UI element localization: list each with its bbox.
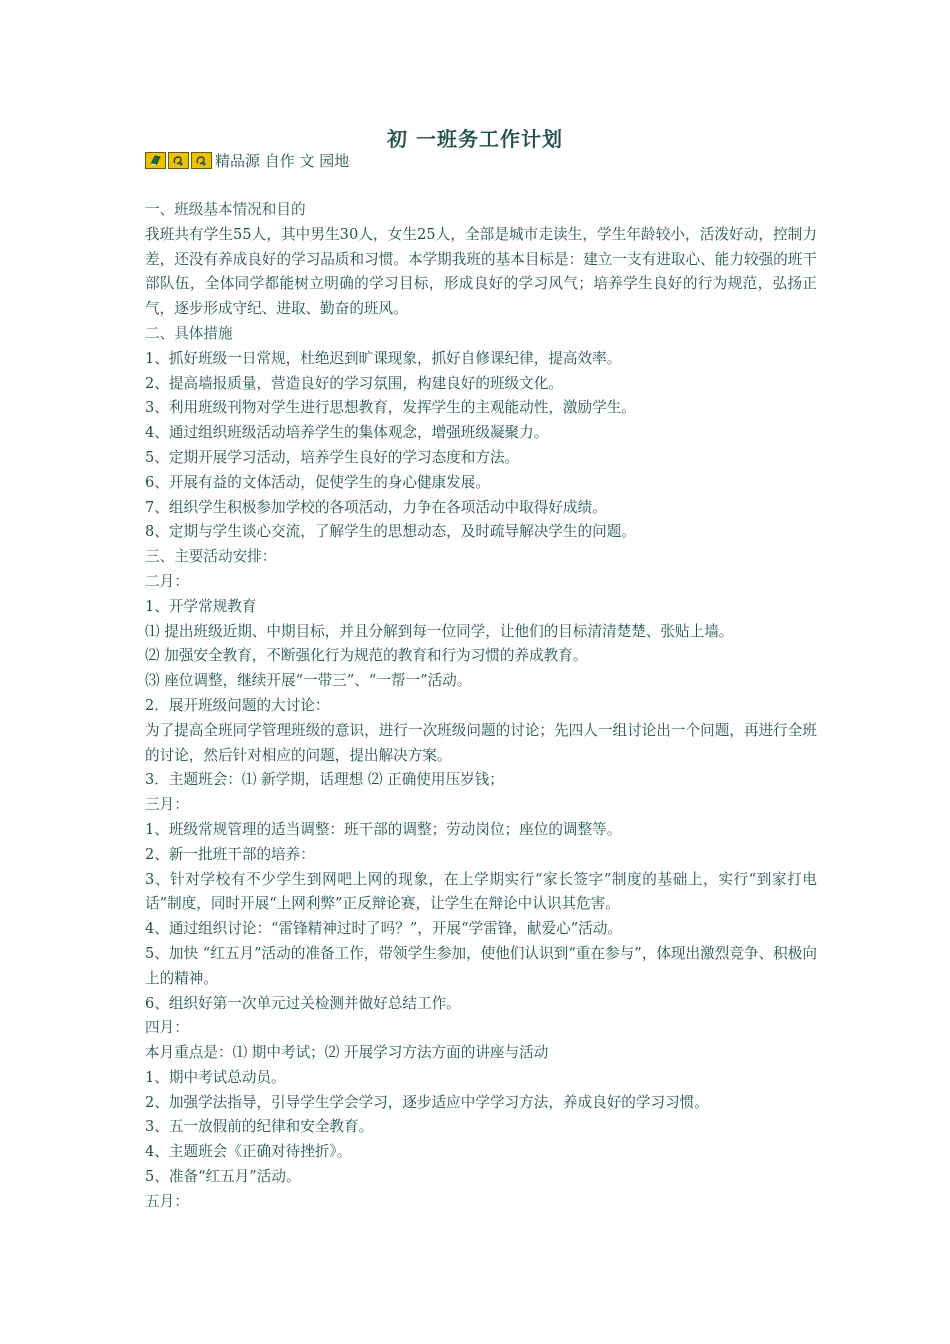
clip-icon — [168, 152, 189, 169]
list-item: 7、组织学生积极参加学校的各项活动，力争在各项活动中取得好成绩。 — [145, 498, 607, 516]
list-item: 3、针对学校有不少学生到网吧上网的现象，在上学期实行“家长签字”制度的基础上，实行“到家打电话”制度，同时开展“上网利弊”正反辩论赛，让学生在辩论中认识其危害。 — [145, 870, 817, 913]
list-item: 3．主题班会：⑴ 新学期，话理想 ⑵ 正确使用压岁钱； — [145, 771, 504, 789]
month-label: 二月： — [145, 572, 189, 590]
paragraph: 为了提高全班同学管理班级的意识，进行一次班级问题的讨论；先四人一组讨论出一个问题，再进行全班的讨论，然后针对相应的问题，提出解决方案。 — [145, 721, 817, 764]
list-item: 1、抓好班级一日常规，杜绝迟到旷课现象，抓好自修课纪律，提高效率。 — [145, 349, 622, 367]
list-item: 5、准备“红五月”活动。 — [145, 1168, 301, 1186]
month-label: 五月： — [145, 1192, 189, 1210]
list-item: 2、新一批班干部的培养： — [145, 845, 315, 863]
document-body — [145, 198, 817, 1215]
book-icon — [145, 152, 166, 169]
clip-icon — [191, 152, 212, 169]
sub-item: ⑴ 提出班级近期、中期目标，并且分解到每一位同学，让他们的目标清清楚楚、张贴上墙。 — [145, 622, 734, 640]
source-line — [145, 149, 349, 171]
sub-item: ⑶ 座位调整，继续开展“一带三”、“一帮一”活动。 — [145, 672, 472, 690]
list-item: 4、通过组织班级活动培养学生的集体观念，增强班级凝聚力。 — [145, 424, 549, 442]
list-item: 4、通过组织讨论：“雷锋精神过时了吗？”，开展“学雷锋，献爱心”活动。 — [145, 920, 622, 938]
list-item: 4、主题班会《正确对待挫折》。 — [145, 1143, 352, 1161]
source-label: 精品源 自作 文 园地 — [215, 151, 350, 170]
list-item: 6、开展有益的文体活动，促使学生的身心健康发展。 — [145, 473, 490, 491]
list-item: 5、定期开展学习活动，培养学生良好的学习态度和方法。 — [145, 448, 520, 466]
section-heading: 一、班级基本情况和目的 — [145, 201, 306, 218]
list-item: 1、班级常规管理的适当调整：班干部的调整；劳动岗位；座位的调整等。 — [145, 820, 622, 838]
month-label: 四月： — [145, 1019, 189, 1037]
paragraph: 我班共有学生55人，其中男生30人，女生25人，全部是城市走读生，学生年龄较小，活泼好动，控制力差，还没有养成良好的学习品质和习惯。本学期我班的基本目标是：建立一支有进取心、能力较强的班干部队伍，全体同学都能树立明确的学习目标，形成良好的学习风气；培养学生良好的行为规范，弘扬正气，逐步形成守纪、进取、勤奋的班风。 — [145, 225, 817, 318]
list-item: 5、加快 “红五月”活动的准备工作，带领学生参加，使他们认识到“重在参与”，体现出激烈竞争、积极向上的精神。 — [145, 944, 817, 987]
list-item: 2、提高墙报质量，营造良好的学习氛围，构建良好的班级文化。 — [145, 374, 563, 392]
section-heading: 二、具体措施 — [145, 324, 233, 342]
list-item: 2．展开班级问题的大讨论： — [145, 696, 330, 714]
list-item: 1、开学常规教育 — [145, 597, 257, 615]
list-item: 3、利用班级刊物对学生进行思想教育，发挥学生的主观能动性，激励学生。 — [145, 399, 636, 417]
list-item: 1、期中考试总动员。 — [145, 1068, 286, 1086]
list-item: 6、组织好第一次单元过关检测并做好总结工作。 — [145, 994, 461, 1012]
list-item: 8、定期与学生谈心交流，了解学生的思想动态，及时疏导解决学生的问题。 — [145, 523, 636, 541]
month-focus: 本月重点是：⑴ 期中考试；⑵ 开展学习方法方面的讲座与活动 — [145, 1044, 549, 1062]
list-item: 2、加强学法指导，引导学生学会学习，逐步适应中学学习方法，养成良好的学习习惯。 — [145, 1093, 709, 1111]
section-heading: 三、主要活动安排： — [145, 548, 277, 566]
month-label: 三月： — [145, 796, 189, 814]
sub-item: ⑵ 加强安全教育，不断强化行为规范的教育和行为习惯的养成教育。 — [145, 647, 588, 665]
list-item: 3、五一放假前的纪律和安全教育。 — [145, 1118, 374, 1136]
document-title: 初 一班务工作计划 — [387, 127, 563, 151]
